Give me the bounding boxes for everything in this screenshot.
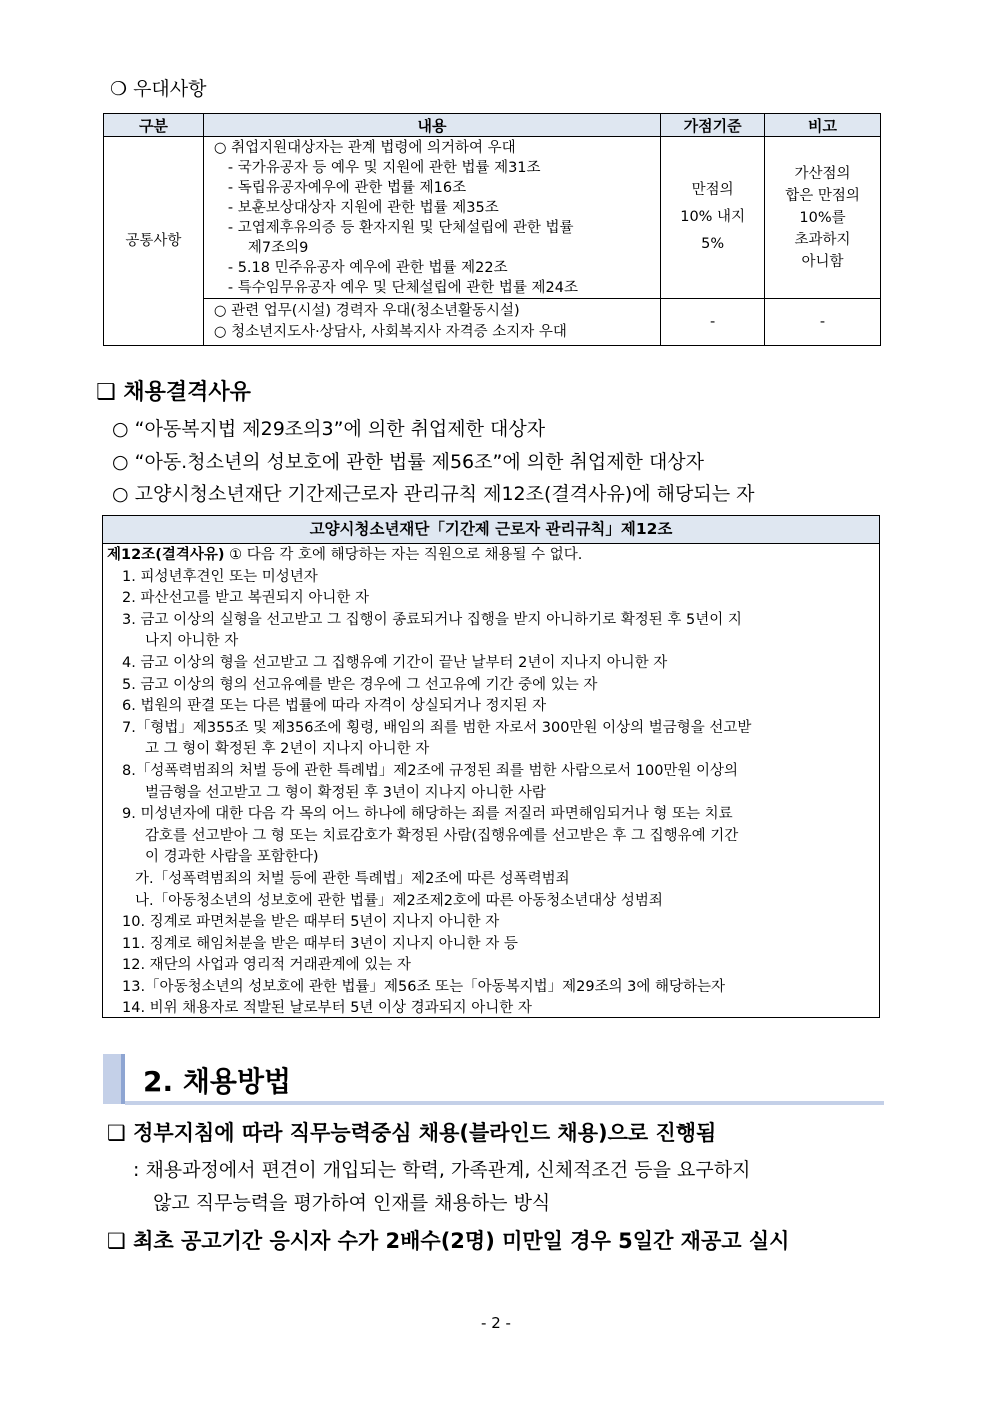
content-cell — [203, 299, 660, 346]
method-description: 않고 직무능력을 평가하여 인재를 채용하는 방식 — [153, 1192, 551, 1214]
rule-line: 13.「아동청소년의 성보호에 관한 법률」제56조 또는「아동복지법」제29조의 3에 해당하는자 — [122, 978, 726, 995]
rule-line: 6. 법원의 판결 또는 다른 법률에 따라 자격이 상실되거나 정지된 자 — [122, 698, 547, 715]
rule-line: 11. 징계로 해임처분을 받은 때부터 3년이 지나지 아니한 자 등 — [122, 935, 518, 952]
rule-line: 가.「성폭력범죄의 처벌 등에 관한 특례법」제2조에 따른 성폭력범죄 — [135, 870, 570, 887]
rule-line: 나지 아니한 자 — [145, 633, 239, 650]
rule-lead-bold: 제12조(결격사유) — [107, 547, 225, 563]
note-cell: - — [765, 299, 881, 346]
content-line: - 국가유공자 등 예우 및 지원에 관한 법률 제31조 — [227, 160, 541, 176]
content-cell — [203, 137, 660, 299]
score-line: 5% — [701, 236, 725, 252]
rule-line: 4. 금고 이상의 형을 선고받고 그 집행유예 기간이 끝난 날부터 2년이 지나지 아니한 자 — [122, 654, 668, 671]
page-number: - 2 - — [481, 1314, 511, 1332]
content-line: 제7조의9 — [247, 240, 309, 256]
note-cell — [765, 137, 881, 299]
header-score: 가점기준 — [661, 114, 765, 137]
rule-box-body — [103, 544, 879, 1020]
section-title: 2. 채용방법 — [143, 1065, 292, 1098]
note-line: 아니함 — [801, 253, 844, 270]
score-cell: - — [661, 299, 765, 346]
note-line: 가산점의 — [794, 165, 851, 182]
header-category: 구분 — [104, 114, 204, 137]
rule-line: 이 경과한 사람을 포함한다) — [145, 849, 319, 866]
rule-line: 10. 징계로 파면처분을 받은 때부터 5년이 지나지 아니한 자 — [122, 914, 500, 931]
method-description: : 채용과정에서 편견이 개입되는 학력, 가족관계, 신체적조건 등을 요구하지 — [133, 1159, 751, 1181]
section-title-bar-accent — [121, 1054, 125, 1104]
table-header-row — [104, 114, 881, 137]
rule-line: 2. 파산선고를 받고 복권되지 아니한 자 — [122, 590, 369, 607]
rule-line: 12. 재단의 사업과 영리적 거래관계에 있는 자 — [122, 957, 411, 974]
method-bullet-2: ❑ 최초 공고기간 응시자 수가 2배수(2명) 미만일 경우 5일간 재공고 실시 — [107, 1229, 790, 1253]
header-content: 내용 — [203, 114, 660, 137]
section-title-bar — [103, 1054, 121, 1104]
rule-line: 나.「아동청소년의 성보호에 관한 법률」제2조제2호에 따른 아동청소년대상 성범죄 — [135, 892, 663, 909]
rule-line: 감호를 선고받아 그 형 또는 치료감호가 확정된 사람(집행유예를 선고받은 후 그 집행유예 기간 — [145, 827, 739, 844]
preference-heading: ❍ 우대사항 — [110, 78, 207, 100]
content-line: - 5.18 민주유공자 예우에 관한 법률 제22조 — [227, 260, 508, 276]
content-line: - 고엽제후유의증 등 환자지원 및 단체설립에 관한 법률 — [227, 220, 574, 236]
rule-box-title: 고양시청소년재단「기간제 근로자 관리규칙」제12조 — [103, 516, 879, 544]
rule-line: 5. 금고 이상의 형의 선고유예를 받은 경우에 그 선고유예 기간 중에 있는 자 — [122, 676, 598, 693]
method-bullet-1: ❑ 정부지침에 따라 직무능력중심 채용(블라인드 채용)으로 진행됨 — [107, 1121, 717, 1145]
score-line: 만점의 — [691, 182, 734, 198]
score-line: 10% 내지 — [680, 209, 746, 225]
content-line: - 특수임무유공자 예우 및 단체설립에 관한 법률 제24조 — [227, 280, 578, 296]
rule-line: 벌금형을 선고받고 그 형이 확정된 후 3년이 지나지 아니한 사람 — [145, 784, 546, 801]
header-note: 비고 — [765, 114, 881, 137]
category-cell: 공통사항 — [104, 137, 204, 346]
content-line: ○ 청소년지도사·상담사, 사회복지사 자격증 소지자 우대 — [213, 324, 567, 340]
table-row — [104, 299, 881, 346]
disqualification-item: ○ 고양시청소년재단 기간제근로자 관리규칙 제12조(결격사유)에 해당되는 자 — [112, 483, 755, 505]
rule-line: 9. 미성년자에 대한 다음 각 목의 어느 하나에 해당하는 죄를 저질러 파면해임되거나 형 또는 치료 — [122, 806, 733, 823]
note-line: 초과하지 — [794, 231, 851, 248]
content-line: - 보훈보상대상자 지원에 관한 법률 제35조 — [227, 200, 499, 216]
preference-table — [103, 113, 881, 346]
content-line: ○ 취업지원대상자는 관계 법령에 의거하여 우대 — [213, 140, 516, 156]
content-line: - 독립유공자예우에 관한 법률 제16조 — [227, 180, 467, 196]
rule-line: 8.「성폭력범죄의 처벌 등에 관한 특례법」제2조에 규정된 죄를 범한 사람으로서 100만원 이상의 — [122, 762, 739, 779]
disqualification-heading: ❑ 채용결격사유 — [96, 380, 251, 405]
rule-line: 고 그 형이 확정된 후 2년이 지나지 아니한 자 — [145, 741, 430, 758]
disqualification-item: ○ “아동복지법 제29조의3”에 의한 취업제한 대상자 — [112, 418, 546, 440]
rule-line: 1. 피성년후견인 또는 미성년자 — [122, 568, 318, 585]
rule-lead — [107, 545, 877, 567]
section-title-underline — [125, 1101, 884, 1105]
rule-lead-text: ① 다음 각 호에 해당하는 자는 직원으로 채용될 수 없다. — [224, 547, 583, 563]
rule-line: 3. 금고 이상의 실형을 선고받고 그 집행이 종료되거나 집행을 받지 아니하기로 확정된 후 5년이 지 — [122, 611, 742, 628]
note-line: 합은 만점의 — [785, 187, 860, 204]
rule-box — [102, 515, 880, 1018]
note-line: 10%를 — [799, 209, 846, 226]
rule-line: 7.「형법」제355조 및 제356조에 횡령, 배임의 죄를 범한 자로서 300만원 이상의 벌금형을 선고받 — [122, 719, 752, 736]
disqualification-item: ○ “아동.청소년의 성보호에 관한 법률 제56조”에 의한 취업제한 대상자 — [112, 451, 705, 473]
table-row — [104, 137, 881, 299]
score-cell — [661, 137, 765, 299]
content-line: ○ 관련 업무(시설) 경력자 우대(청소년활동시설) — [213, 303, 520, 319]
rule-line: 14. 비위 채용자로 적발된 날로부터 5년 이상 경과되지 아니한 자 — [122, 1000, 532, 1017]
